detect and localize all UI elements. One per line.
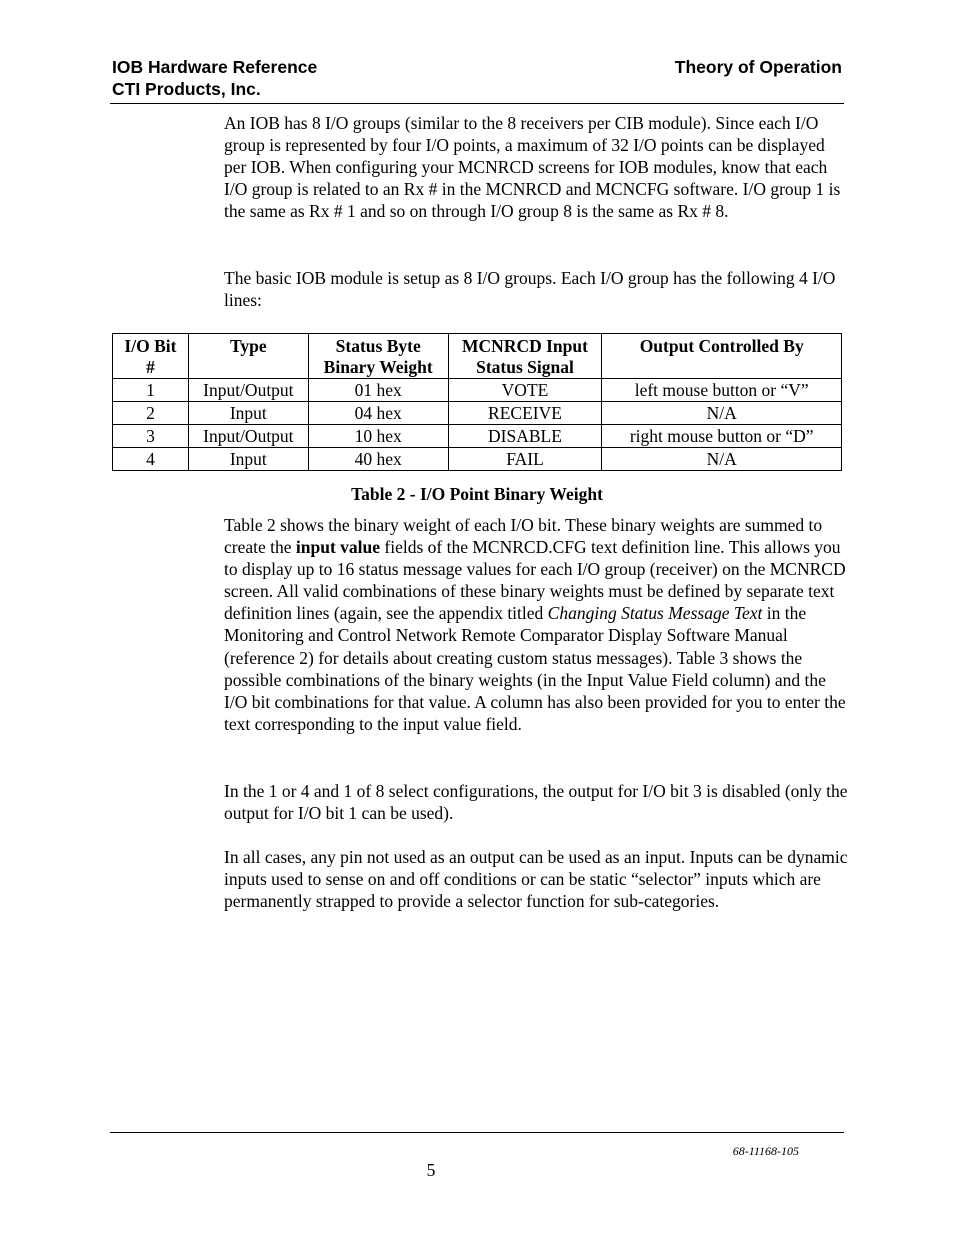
cell-output: left mouse button or “V” bbox=[602, 379, 842, 402]
cell-weight: 40 hex bbox=[308, 448, 448, 471]
header-section: Theory of Operation bbox=[674, 57, 842, 77]
cell-weight: 04 hex bbox=[308, 402, 448, 425]
cell-signal: FAIL bbox=[448, 448, 602, 471]
table-row bbox=[113, 379, 842, 402]
cell-output: N/A bbox=[602, 402, 842, 425]
table-header-row bbox=[113, 334, 842, 379]
document-number: 68-11168-105 bbox=[732, 1144, 799, 1158]
col-header-output: Output Controlled By bbox=[602, 334, 842, 379]
header-company: CTI Products, Inc. bbox=[112, 79, 261, 99]
cell-weight: 10 hex bbox=[308, 425, 448, 448]
table-row bbox=[113, 402, 842, 425]
col-header-type: Type bbox=[188, 334, 308, 379]
paragraph-io-groups: An IOB has 8 I/O groups (similar to the 8 receivers per CIB module). Since each I/O group is represented by four I/O points, a maximum of 32 I/O points can be displayed per IOB. When configuring your MCNRCD screens for IOB modules, know that each I/O group is related to an Rx # in the MCNRCD and MCNCFG software. I/O group 1 is the same as Rx # 1 and so on through I/O group 8 is the same as Rx # 8. bbox=[224, 113, 841, 222]
cell-type: Input bbox=[188, 448, 308, 471]
cell-type: Input/Output bbox=[188, 379, 308, 402]
cell-signal: DISABLE bbox=[448, 425, 602, 448]
cell-signal: RECEIVE bbox=[448, 402, 602, 425]
cell-weight: 01 hex bbox=[308, 379, 448, 402]
col-header-signal: MCNRCD Input Status Signal bbox=[448, 334, 602, 379]
cell-signal: VOTE bbox=[448, 379, 602, 402]
header-title: IOB Hardware Reference bbox=[112, 57, 318, 77]
cell-output: N/A bbox=[602, 448, 842, 471]
paragraph-basic-setup: The basic IOB module is setup as 8 I/O groups. Each I/O group has the following 4 I/O lines: bbox=[224, 268, 836, 311]
cell-bit: 4 bbox=[113, 448, 189, 471]
header-left bbox=[112, 56, 317, 100]
emphasis-input-value: input value bbox=[295, 537, 381, 558]
cell-output: right mouse button or “D” bbox=[602, 425, 842, 448]
appendix-title: Changing Status Message Text bbox=[547, 603, 763, 624]
paragraph-binary-weights: Table 2 shows the binary weight of each I/O bit. These binary weights are summed to create the input value fields of the MCNRCD.CFG text definition line. This allows you to display up to 16 status message values for each I/O group (receiver) on the MCNRCD screen. All valid combinations of these binary weights must be defined by separate text definition lines (again, see the appendix titled Changing Status Message Text in the Monitoring and Control Network Remote Comparator Display Software Manual (reference 2) for details about creating custom status messages). Table 3 shows the possible combinations of the binary weights (in the Input Value Field column) and the I/O bit combinations for that value. A column has also been provided for you to enter the text corresponding to the input value field. bbox=[224, 515, 846, 734]
cell-bit: 1 bbox=[113, 379, 189, 402]
page-number: 5 bbox=[426, 1160, 436, 1180]
footer-rule bbox=[110, 1132, 844, 1133]
col-header-weight: Status Byte Binary Weight bbox=[308, 334, 448, 379]
table-row bbox=[113, 425, 842, 448]
paragraph-inputs: In all cases, any pin not used as an output can be used as an input. Inputs can be dynamic inputs used to sense on and off conditions or can be static “selector” inputs which are permanently strapped to provide a selector function for sub-categories. bbox=[224, 847, 848, 912]
cell-type: Input bbox=[188, 402, 308, 425]
header-rule bbox=[110, 103, 844, 104]
cell-type: Input/Output bbox=[188, 425, 308, 448]
paragraph-select-config: In the 1 or 4 and 1 of 8 select configurations, the output for I/O bit 3 is disabled (only the output for I/O bit 1 can be used). bbox=[224, 781, 848, 824]
col-header-bit: I/O Bit # bbox=[113, 334, 189, 379]
cell-bit: 2 bbox=[113, 402, 189, 425]
table-row bbox=[113, 448, 842, 471]
table-caption: Table 2 - I/O Point Binary Weight bbox=[351, 484, 603, 504]
cell-bit: 3 bbox=[113, 425, 189, 448]
io-bit-table bbox=[112, 333, 842, 471]
